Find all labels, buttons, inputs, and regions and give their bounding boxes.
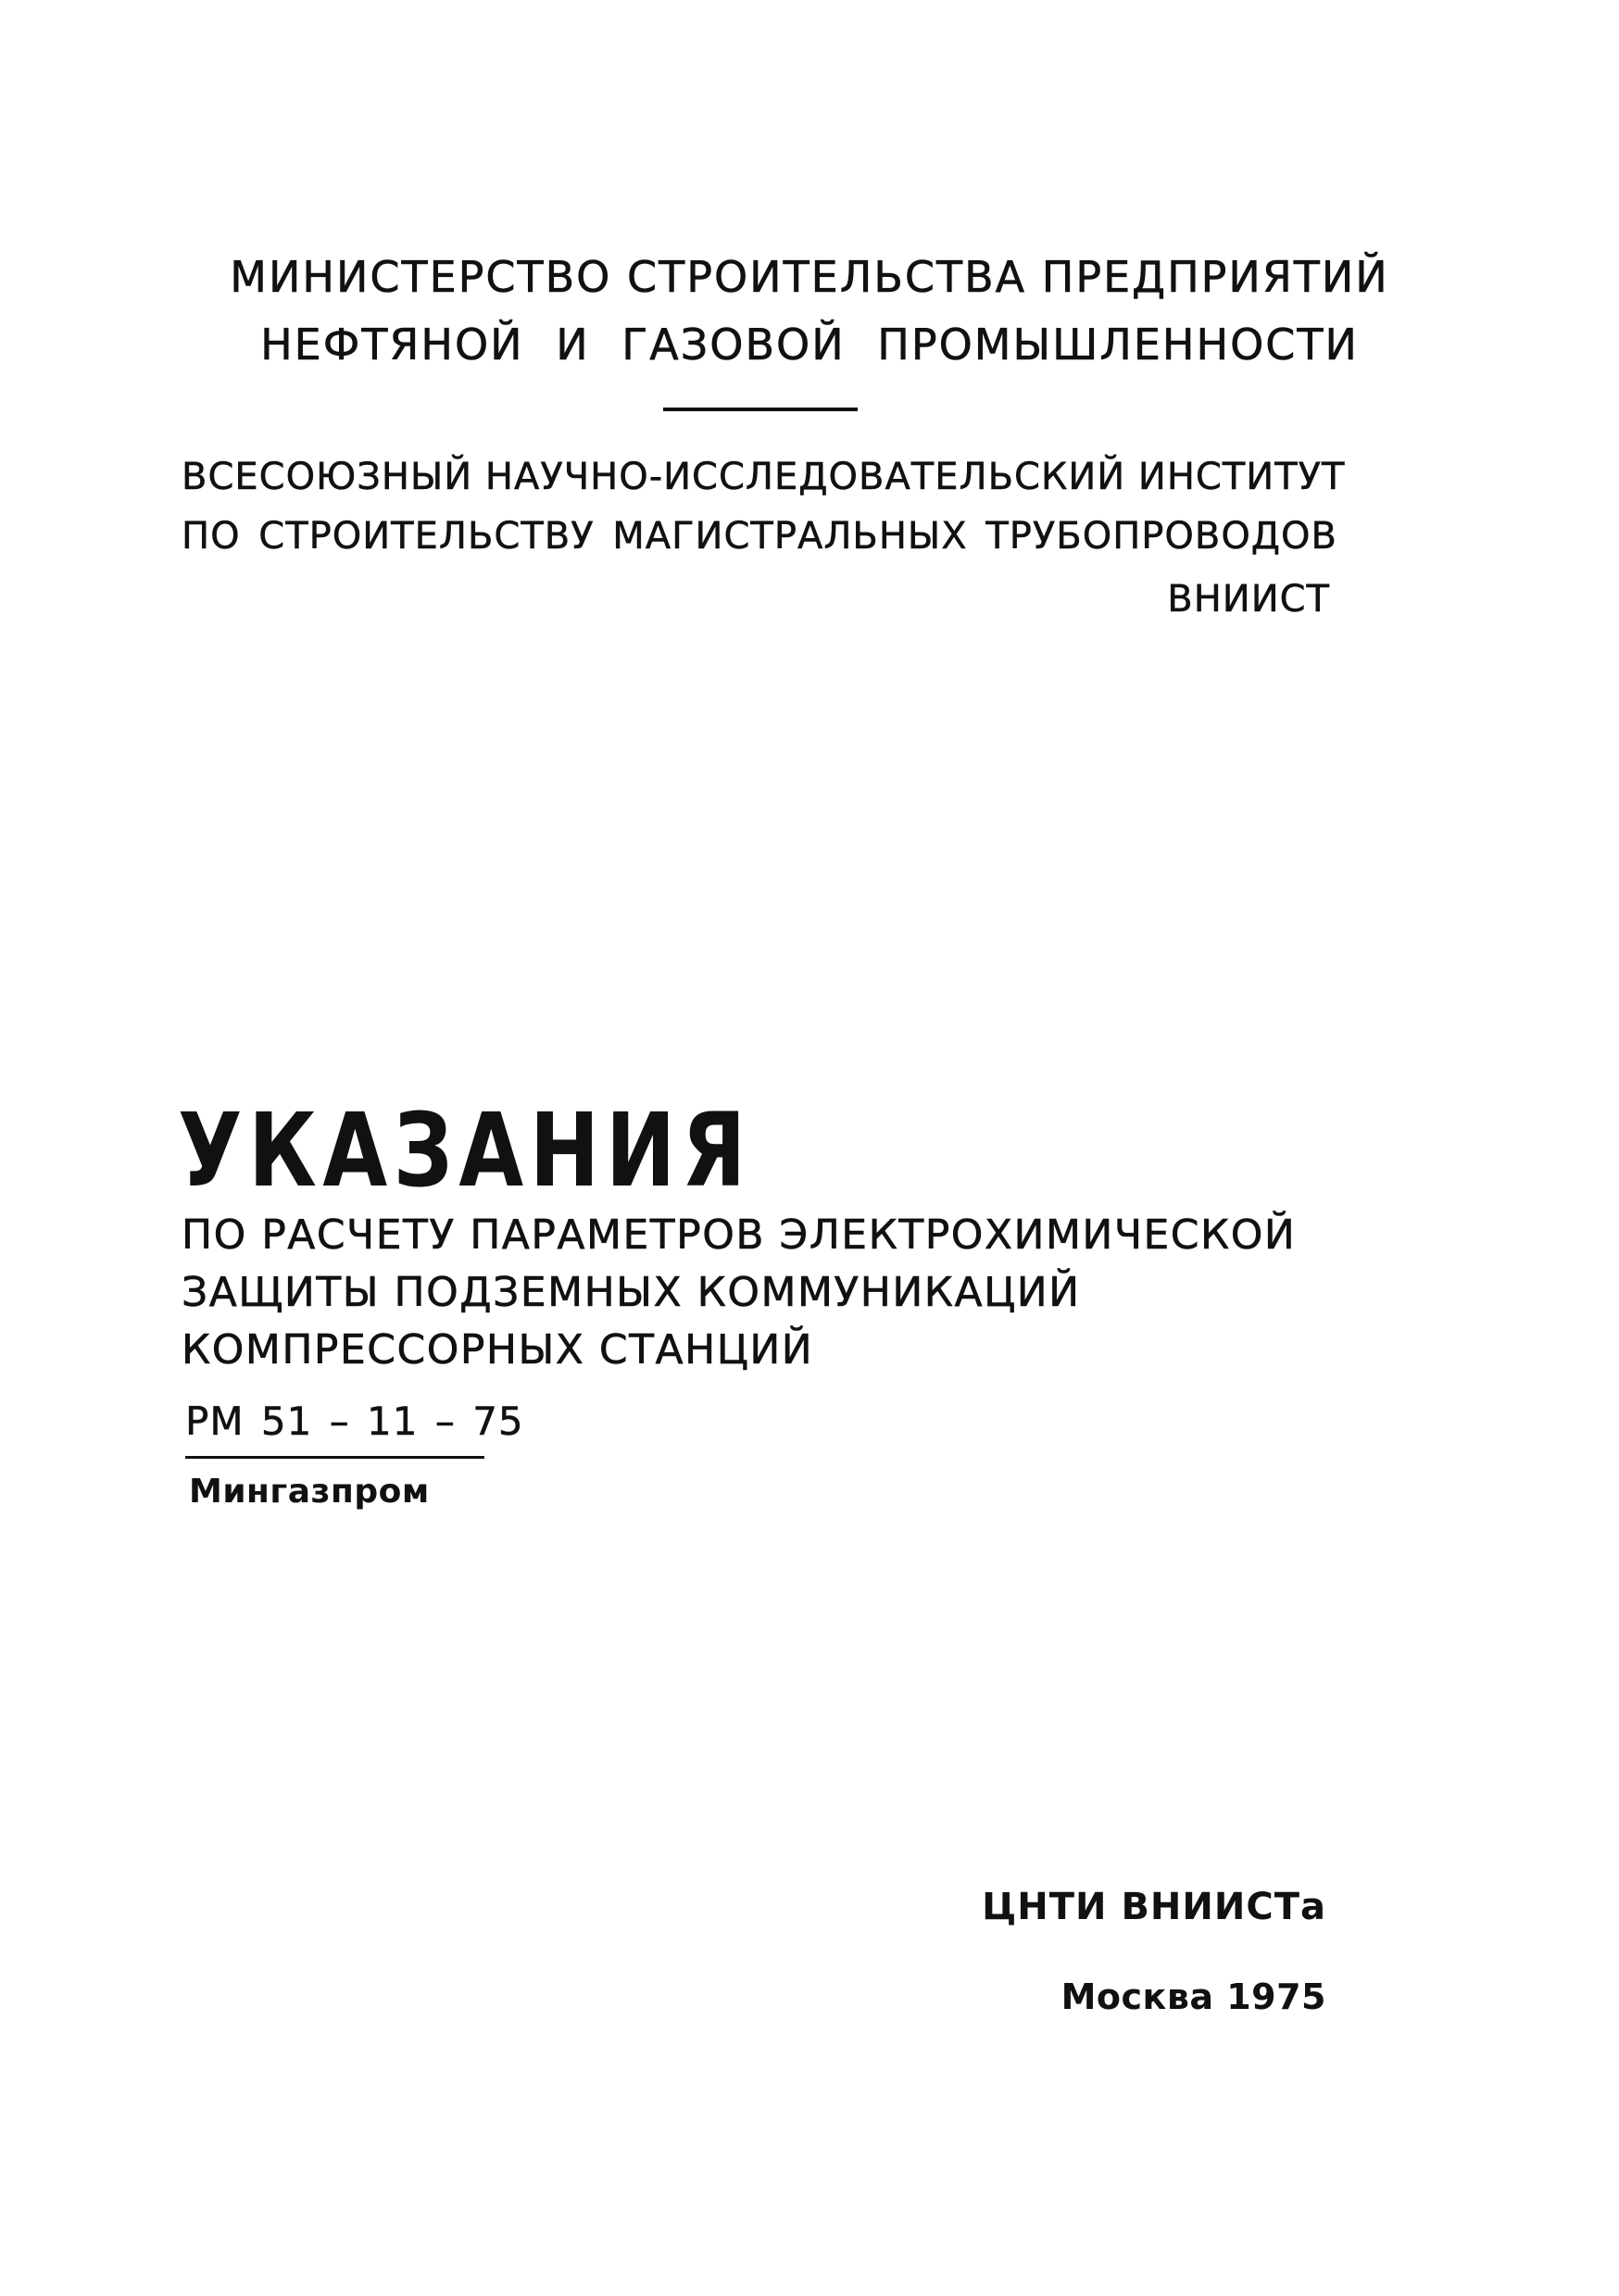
document-subtitle-line-3: КОМПРЕССОРНЫХ СТАНЦИЙ	[182, 1326, 814, 1374]
place-and-year: Москва 1975	[1061, 1976, 1326, 2017]
document-code-underline	[185, 1456, 484, 1459]
institute-abbreviation: ВНИИСТ	[1167, 578, 1330, 621]
document-subtitle-line-1: ПО РАСЧЕТУ ПАРАМЕТРОВ ЭЛЕКТРОХИМИЧЕСКОЙ	[182, 1211, 1297, 1259]
document-code: РМ 51 – 11 – 75	[185, 1399, 524, 1444]
document-title: УКАЗАНИЯ	[178, 1091, 752, 1210]
publisher: ЦНТИ ВНИИСТа	[982, 1886, 1326, 1928]
issuing-organization: Мингазпром	[189, 1473, 430, 1511]
ministry-name-line-2: НЕФТЯНОЙ И ГАЗОВОЙ ПРОМЫШЛЕННОСТИ	[260, 320, 1359, 370]
document-subtitle-line-2: ЗАЩИТЫ ПОДЗЕМНЫХ КОММУНИКАЦИЙ	[182, 1269, 1081, 1316]
ministry-name-line-1: МИНИСТЕРСТВО СТРОИТЕЛЬСТВА ПРЕДПРИЯТИЙ	[230, 252, 1389, 302]
institute-name-line-2: ПО СТРОИТЕЛЬСТВУ МАГИСТРАЛЬНЫХ ТРУБОПРОВОДОВ	[182, 515, 1337, 558]
header-divider	[663, 408, 858, 411]
institute-name-line-1: ВСЕСОЮЗНЫЙ НАУЧНО-ИССЛЕДОВАТЕЛЬСКИЙ ИНСТИТУТ	[182, 456, 1346, 498]
